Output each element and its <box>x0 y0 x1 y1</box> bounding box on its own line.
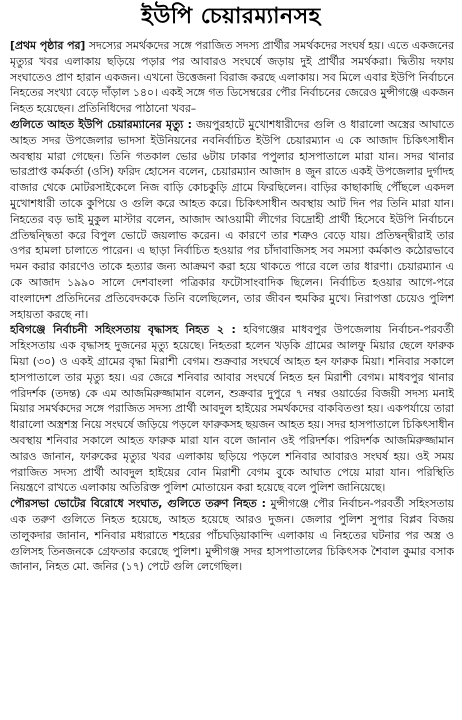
paragraph-chairman-death <box>10 117 454 322</box>
headline: ইউপি চেয়ারম্যানসহ <box>141 4 321 29</box>
paragraph-text: জয়পুরহাটে মুখোশধারীদের গুলি ও ধারালো অস্ত্রের আঘাতে আহত সদর উপজেলার ভাদসা ইউনিয়নের নবনির্বাচিত ইউপি চেয়ারম্যান এ কে আজাদ চিকিৎসাধীন অবস্থায় মারা গেছেন। তিনি গতকাল ভোর ৬টায় ঢাকার পপুলার হাসপাতালে মারা যান। সদর থানার ভারপ্রাপ্ত কর্মকর্তা (ওসি) ফরিদ হোসেন বলেন, চেয়ারম্যান আজাদ ৪ জুন রাতে একই উপজেলার দুর্গাদহ বাজার থেকে মোটরসাইকেলে নিজ বাড়ি কোচকুড়ি গ্রামে ফিরছিলেন। বাড়ির কাছাকাছি পৌঁছলে একদল মুখোশধারী তাকে কুপিয়ে ও গুলি করে আহত করে। চিকিৎসাধীন অবস্থায় আট দিন পর তিনি মারা যান। নিহতের বড় ভাই মুকুল মাস্টার বলেন, আজাদ আওয়ামী লীগের বিদ্রোহী প্রার্থী হিসেবে ইউপি নির্বাচনে প্রতিদ্বন্দ্বিতা করে বিপুল ভোটে জয়লাভ করেন। এ কারণে তার শত্রুও বেড়ে যায়। প্রতিদ্বন্দ্বীরাই তার ওপর হামলা চালাতে পারেন। এ ছাড়া নির্বাচিত হওয়ার পর চাঁদাবাজিসহ সব সমস্যা কর্মকাণ্ড কঠোরভাবে দমন করার কারণেও তাকে হত্যার জন্য আক্রমণ করা হয়ে থাকতে পারে বলে তার ধারণা। চেয়ারম্যান এ কে আজাদ ১৯৯০ সালে দেশবাংলা পত্রিকার ফটোসাংবাদিক ছিলেন। নির্বাচিত হওয়ার আগে-পরে বাংলাদেশ প্রতিদিনের প্রতিবেদককে তিনি বলেছিলেন, তার জীবন হুমকির মুখে। নিরাপত্তা চেয়েও পুলিশ সহায়তা করছে না। <box>10 117 454 321</box>
paragraph-lead: পৌরসভা ভোটের বিরোধে সংঘাত, গুলিতে তরুণ নিহত : <box>10 497 266 511</box>
paragraph-intro <box>10 38 454 117</box>
paragraph-text: হবিগঞ্জের মাধবপুর উপজেলায় নির্বাচন-পরবর্তী সহিংসতায় এক বৃদ্ধাসহ দুজনের মৃত্যু হয়েছে। নিহতরা হলেন খড়কি গ্রামের আলফু মিয়ার ছেলে ফারুক মিয়া (৩০) ও একই গ্রামের বৃদ্ধা মিরাশী বেগম। শুক্রবার সংঘর্ষে আহত হন ফারুক মিয়া। শনিবার সকালে হাসপাতালে তার মৃত্যু হয়। এর জেরে শনিবার আবার সংঘর্ষে নিহত হন মিরাশী বেগম। মাধবপুর থানার পরিদর্শক (তদন্ত) কে এম আজমিরুজ্জামান বলেন, শুক্রবার দুপুরে ৭ নম্বর ওয়ার্ডের বিজয়ী সদস্য মনাই মিয়ার সমর্থকদের সঙ্গে পরাজিত সদস্য প্রার্থী আবদুল হাইয়ের সমর্থকদের বাকবিতণ্ডা হয়। একপর্যায়ে তারা ধারালো অস্ত্রশস্ত্র নিয়ে সংঘর্ষে জড়িয়ে পড়লে ফারুকসহ ছয়জন আহত হয়। সদর হাসপাতালে চিকিৎসাধীন অবস্থায় শনিবার সকালে আহত ফারুক মারা যান বলে জানান ওই পরিদর্শক। পরিদর্শক আজমিরুজ্জামান আরও জানান, ফারুকের মৃত্যুর খবর এলাকায় ছড়িয়ে পড়লে শনিবার আবারও সংঘর্ষ হয়। ওই সময় পরাজিত সদস্য প্রার্থী আবদুল হাইয়ের বোন মিরাশী বেগম বুকে আঘাত পেয়ে মারা যান। পরিস্থিতি নিয়ন্ত্রণে রাখতে এলাকায় অতিরিক্ত পুলিশ মোতায়েন করা হয়েছে বলে পুলিশ জানিয়েছে। <box>10 323 454 495</box>
paragraph-text: সদস্যের সমর্থকদের সঙ্গে পরাজিত সদস্য প্রার্থীর সমর্থকদের সংঘর্ষ হয়। এতে একজনের মৃত্যুর খবর এলাকায় ছড়িয়ে পড়ার পর আবারও সংঘর্ষে জড়ায় দুই প্রার্থীর সমর্থকরা। দ্বিতীয় দফায় সংঘাতেও প্রাণ হারান একজন। এখনো উত্তেজনা বিরাজ করছে এলাকায়। সব মিলে এবার ইউপি নির্বাচনে নিহতের সংখ্যা বেড়ে দাঁড়াল ১৪০। একই সঙ্গে গত ডিসেম্বরের পৌর নির্বাচনের জেরেও মুন্সীগঞ্জে একজন নিহত হয়েছেন। প্রতিনিধিদের পাঠানো খবর– <box>10 39 454 116</box>
paragraph-lead: [প্রথম পৃষ্ঠার পর] <box>10 39 86 52</box>
paragraph-text: মুন্সীগঞ্জে পৌর নির্বাচন-পরবর্তী সহিংসতায় এক তরুণ গুলিতে নিহত হয়েছে, আহত হয়েছে আরও দুজন। জেলার পুলিশ সুপার বিপ্লব বিজয় তালুকদার জানান, শনিবার মধ্যরাতে শহরের পাঁচঘড়িয়াকান্দি এলাকায় এ নিহতের ঘটনার পর অস্ত্র ও গুলিসহ তিনজনকে গ্রেফতার করেছে পুলিশ। মুন্সীগঞ্জ সদর হাসপাতালের চিকিৎসক শৈবাল কুমার বসাক জানান, নিহত মো. জনির (১৭) পেটে গুলি লেগেছিল। <box>10 497 454 574</box>
article-body <box>10 38 454 718</box>
paragraph-habiganj <box>10 322 454 496</box>
paragraph-lead: হবিগঞ্জে নির্বাচনী সহিংসতায় বৃদ্ধাসহ নিহত ২ : <box>10 323 236 337</box>
paragraph-munshiganj <box>10 496 454 575</box>
paragraph-lead: গুলিতে আহত ইউপি চেয়ারম্যানের মৃত্যু : <box>10 117 192 131</box>
